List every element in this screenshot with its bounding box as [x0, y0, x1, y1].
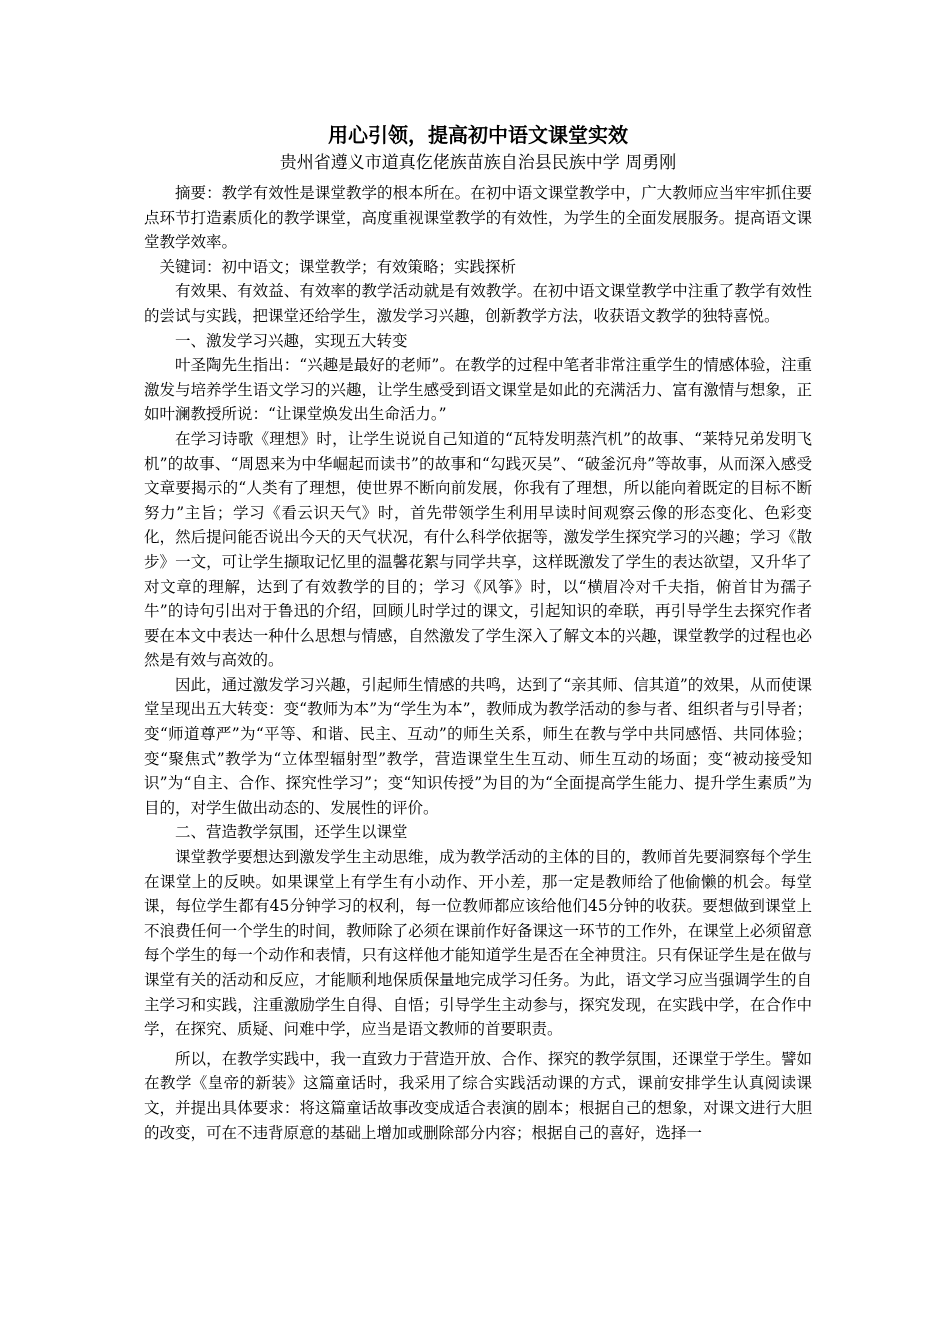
body-paragraph: 因此，通过激发学习兴趣，引起师生情感的共鸣，达到了“亲其师、信其道”的效果，从而使课堂呈现出五大转变：变“教师为本”为“学生为本”，教师成为教学活动的参与者、组织者与引导者；变“师道尊严”为“平等、和谐、民主、互动”的师生关系，师生在教与学中共同感悟、共同体验；变“聚焦式”教学为“立体型辐射型”教学，营造课堂生生互动、师生互动的场面；变“被动接受知识”为“自主、合作、探究性学习”；变“知识传授”为目的为“全面提高学生能力、提升学生素质”为目的，对学生做出动态的、发展性的评价。 [144, 675, 812, 817]
body-paragraph: 在学习诗歌《理想》时，让学生说说自己知道的“瓦特发明蒸汽机”的故事、“莱特兄弟发明飞机”的故事、“周恩来为中华崛起而读书”的故事和“勾践灭吴”、“破釜沉舟”等故事，从而深入感受文章要揭示的“人类有了理想，使世界不断向前发展，你我有了理想，所以能向着既定的目标不断努力”主旨；学习《看云识天气》时，首先带领学生利用早读时间观察云像的形态变化、色彩变化，然后提问能否说出今天的天气状况，有什么科学依据等，激发学生探究学习的兴趣；学习《散步》一文，可让学生撷取记忆里的温馨花絮与同学共享，这样既激发了学生的表达欲望，又升华了对文章的理解，达到了有效教学的目的；学习《风筝》时，以“横眉冷对千夫指，俯首甘为孺子牛”的诗句引出对于鲁迅的介绍，回顾儿时学过的课文，引起知识的牵联，再引导学生去探究作者要在本文中表达一种什么思想与情感，自然激发了学生深入了解文本的兴趣，课堂教学的过程也必然是有效与高效的。 [144, 429, 812, 670]
author-line: 贵州省遵义市道真仡佬族苗族自治县民族中学 周勇刚 [279, 153, 677, 173]
document-title: 用心引领，提高初中语文课堂实效 [328, 123, 628, 147]
document-page [144, 120, 812, 1145]
abstract-paragraph: 摘要：教学有效性是课堂教学的根本所在。在初中语文课堂教学中，广大教师应当牢牢抓住要点环节打造素质化的教学课堂，高度重视课堂教学的有效性，为学生的全面发展服务。提高语文课堂教学效率。 [144, 184, 812, 252]
body-paragraph: 叶圣陶先生指出：“兴趣是最好的老师”。在教学的过程中笔者非常注重学生的情感体验，注重激发与培养学生语文学习的兴趣，让学生感受到语文课堂是如此的充满活力、富有激情与想象，正如叶澜教授所说：“让课堂焕发出生命活力。” [144, 356, 812, 424]
section-heading-2: 二、营造教学氛围，还学生以课堂 [175, 823, 408, 842]
body-paragraph: 所以，在教学实践中，我一直致力于营造开放、合作、探究的教学氛围，还课堂于学生。譬如在教学《皇帝的新装》这篇童话时，我采用了综合实践活动课的方式，课前安排学生认真阅读课文，并提出具体要求：将这篇童话故事改变成适合表演的剧本；根据自己的想象，对课文进行大胆的改变，可在不违背原意的基础上增加或删除部分内容；根据自己的喜好，选择一 [144, 1049, 812, 1142]
section-heading-1: 一、激发学习兴趣，实现五大转变 [175, 331, 408, 350]
intro-paragraph: 有效果、有效益、有效率的教学活动就是有效教学。在初中语文课堂教学中注重了教学有效性的尝试与实践，把课堂还给学生，激发学习兴趣，创新教学方法，收获语文教学的独特喜悦。 [144, 282, 812, 325]
keywords-line: 关键词：初中语文；课堂教学；有效策略；实践探析 [159, 257, 517, 276]
body-paragraph: 课堂教学要想达到激发学生主动思维，成为教学活动的主体的目的，教师首先要洞察每个学生在课堂上的反映。如果课堂上有学生有小动作、开小差，那一定是教师给了他偷懒的机会。每堂课，每位学生都有45分钟学习的权利，每一位教师都应该给他们45分钟的收获。要想做到课堂上不浪费任何一个学生的时间，教师除了必须在课前作好备课这一环节的工作外，在课堂上必须留意每个学生的每一个动作和表情，只有这样他才能知道学生是否在全神贯注。只有保证学生是在做与课堂有关的活动和反应，才能顺利地保质保量地完成学习任务。为此，语文学习应当强调学生的自主学习和实践，注重激励学生自得、自悟；引导学生主动参与，探究发现，在实践中学，在合作中学，在探究、质疑、问难中学，应当是语文教师的首要职责。 [144, 848, 812, 1039]
